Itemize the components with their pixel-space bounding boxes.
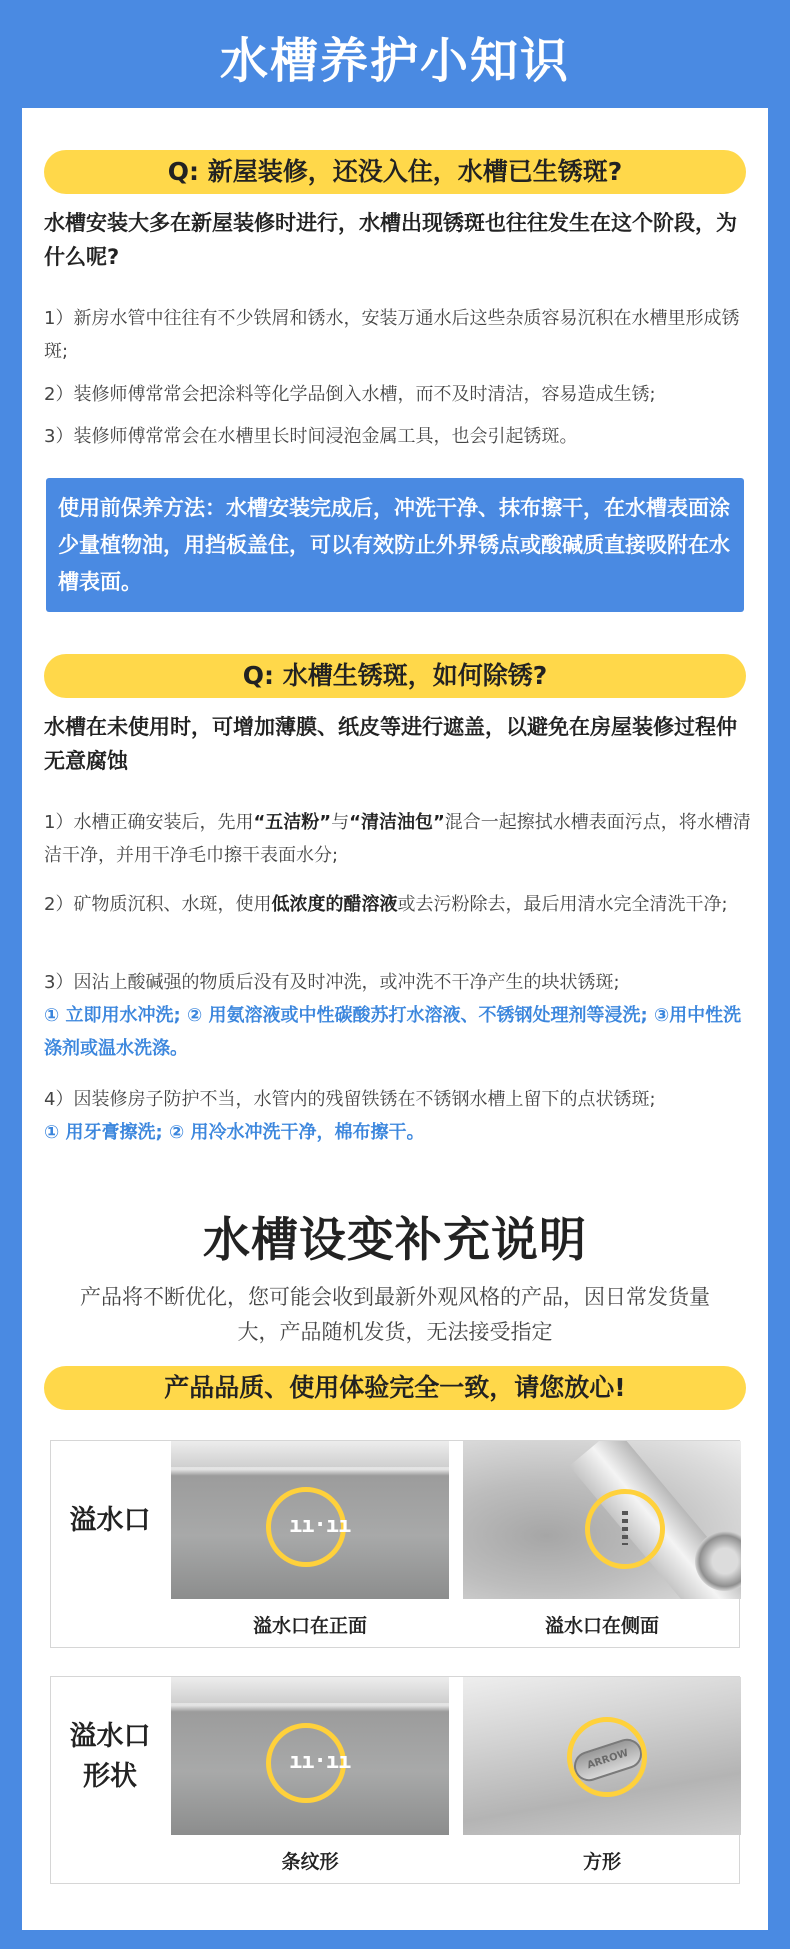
change-notice-title: 水槽设变补充说明: [203, 1213, 587, 1268]
step3-text-a: 3）因沾上酸碱强的物质后没有及时冲洗，或冲洗不干净产生的块状锈斑;: [44, 972, 620, 993]
sink-rim: [171, 1441, 449, 1467]
side-overflow-slot-icon: [622, 1511, 628, 1545]
caption-front: 溢水口在正面: [252, 1615, 367, 1637]
faq1-point-3: 3）装修师傅常常会在水槽里长时间浸泡金属工具，也会引起锈斑。: [44, 426, 578, 447]
step2-text-a: 2）矿物质沉积、水斑，使用: [44, 894, 272, 915]
step2-text-c: 或去污粉除去，最后用清水完全清洗干净;: [397, 894, 728, 915]
faq2-step-1: [44, 806, 754, 872]
change-notice-text: 产品将不断优化，您可能会收到最新外观风格的产品，因日常发货量大，产品随机发货，无法接受指定: [80, 1285, 710, 1344]
step1-text-a: 1）水槽正确安装后，先用: [44, 812, 254, 833]
square-overflow-icon: ARROW: [570, 1735, 646, 1785]
page-title: 水槽养护小知识: [219, 33, 570, 89]
sink-front-overflow-photo: [171, 1441, 449, 1599]
sink-side-overflow-photo: [463, 1441, 741, 1599]
overflow-shape-panel: [50, 1676, 740, 1884]
faq2-question: Q: 水槽生锈斑，如何除锈?: [44, 654, 746, 698]
assurance-banner: 产品品质、使用体验完全一致，请您放心!: [44, 1366, 746, 1410]
faq2-step-2: [44, 888, 754, 921]
step4-text-a: 4）因装修房子防护不当，水管内的残留铁锈在不锈钢水槽上留下的点状锈斑;: [44, 1089, 656, 1110]
panel-label-shape: [51, 1677, 169, 1837]
step2-text-b: 低浓度的醋溶液: [271, 894, 398, 915]
faq1-lead: 水槽安装大多在新屋装修时进行，水槽出现锈斑也往往发生在这个阶段，为什么呢?: [44, 211, 737, 269]
panel-label-shape-line2: 形状: [83, 1761, 137, 1792]
faq1-question: Q: 新屋装修，还没入住，水槽已生锈斑?: [44, 150, 746, 194]
faq1-point-2: 2）装修师傅常常会把涂料等化学品倒入水槽，而不及时清洁，容易造成生锈;: [44, 384, 656, 405]
step1-text-b: “五洁粉”: [253, 812, 332, 833]
panel-label-overflow: 溢水口: [69, 1505, 151, 1536]
faq2-step-4: [44, 1083, 754, 1149]
overflow-position-panel: [50, 1440, 740, 1648]
faq1-point-1: 1）新房水管中往往有不少铁屑和锈水，安装万通水后这些杂质容易沉积在水槽里形成锈斑;: [44, 308, 740, 362]
sink-rim: [171, 1677, 449, 1703]
highlight-ring: [567, 1717, 647, 1797]
care-tip-box: 使用前保养方法：水槽安装完成后，冲洗干净、抹布擦干，在水槽表面涂少量植物油，用挡板盖住，可以有效防止外界锈点或酸碱质直接吸附在水槽表面。: [46, 478, 744, 612]
sink-square-overflow-photo: [463, 1677, 741, 1835]
step1-text-d: “清洁油包”: [349, 812, 445, 833]
step3-remedy: ① 立即用水冲洗; ② 用氨溶液或中性碳酸苏打水溶液、不锈钢处理剂等浸洗; ③用中性洗涤剂或温水洗涤。: [44, 1005, 742, 1059]
panel-label-shape-line1: 溢水口: [69, 1721, 151, 1752]
content-card: [22, 108, 768, 1930]
caption-striped: 条纹形: [281, 1851, 339, 1873]
overflow-slot-icon: ıı·ıı: [289, 1513, 351, 1538]
sink-striped-overflow-photo: [171, 1677, 449, 1835]
step1-text-e: 混合一起擦拭水槽表面污点，将水槽清洁干净，并用干净毛巾擦干表面水分;: [44, 812, 751, 866]
caption-square: 方形: [582, 1851, 621, 1873]
step4-remedy: ① 用牙膏擦洗; ② 用冷水冲洗干净，棉布擦干。: [44, 1122, 425, 1143]
caption-side: 溢水口在侧面: [544, 1615, 659, 1637]
step1-text-c: 与: [331, 812, 350, 833]
striped-overflow-icon: ıı·ıı: [289, 1749, 351, 1774]
faq2-step-3: [44, 966, 754, 1065]
faq2-lead: 水槽在未使用时，可增加薄膜、纸皮等进行遮盖，以避免在房屋装修过程仲无意腐蚀: [44, 715, 737, 773]
